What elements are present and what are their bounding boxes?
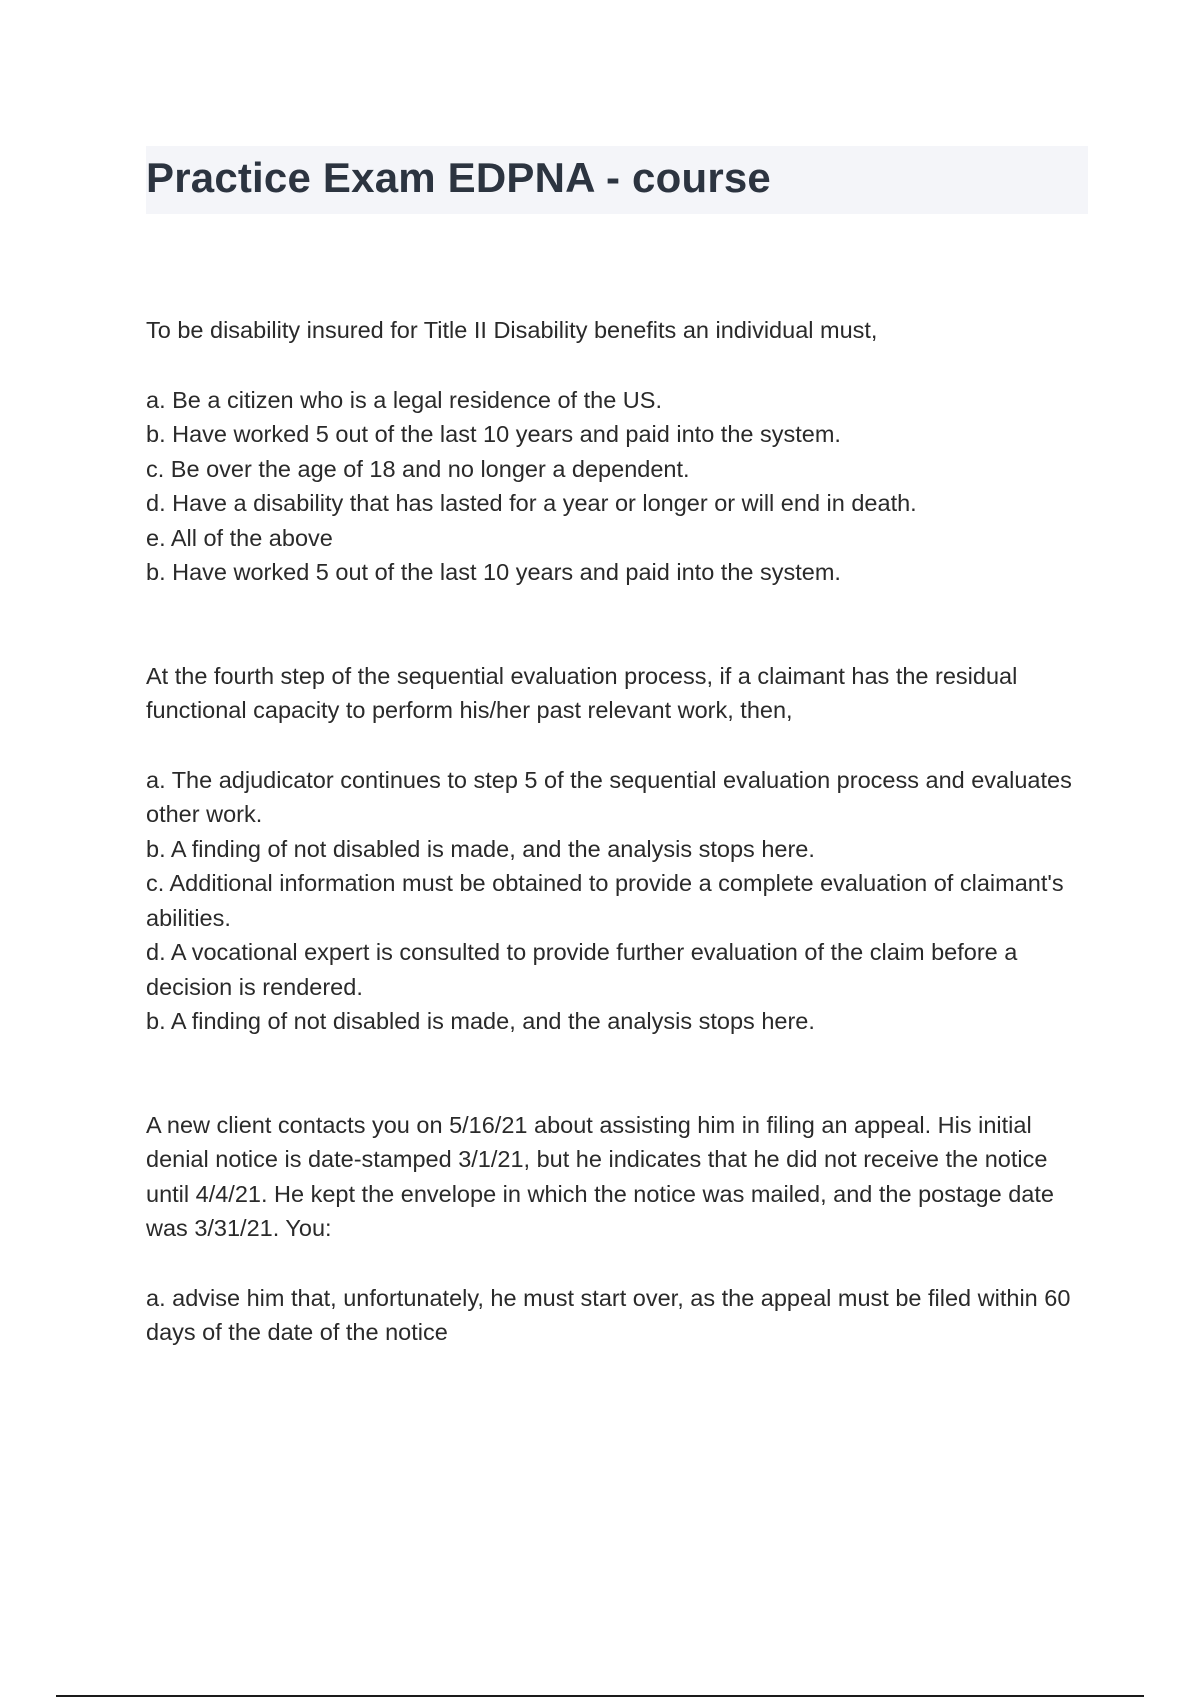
answer-option: a. advise him that, unfortunately, he must start over, as the appeal must be filed within 60 days of the date of the notice bbox=[146, 1284, 1071, 1345]
answer-options bbox=[146, 763, 1086, 1039]
question-stem: To be disability insured for Title II Disability benefits an individual must, bbox=[146, 317, 878, 343]
question-2 bbox=[146, 659, 1086, 1039]
answer-option: d. A vocational expert is consulted to provide further evaluation of the claim before a decision is rendered. bbox=[146, 939, 1018, 1000]
answer-option: d. Have a disability that has lasted for a year or longer or will end in death. bbox=[146, 490, 917, 516]
answer-option: a. Be a citizen who is a legal residence of the US. bbox=[146, 386, 662, 413]
page-bottom-rule bbox=[56, 1695, 1144, 1697]
correct-answer: b. A finding of not disabled is made, and the analysis stops here. bbox=[146, 1008, 815, 1034]
correct-answer: b. Have worked 5 out of the last 10 years and paid into the system. bbox=[146, 559, 841, 585]
answer-option: e. All of the above bbox=[146, 524, 333, 551]
question-1 bbox=[146, 313, 1086, 590]
answer-options bbox=[146, 383, 1086, 590]
answer-options bbox=[146, 1281, 1086, 1350]
answer-option: b. Have worked 5 out of the last 10 years and paid into the system. bbox=[146, 421, 841, 447]
answer-option: c. Additional information must be obtained to provide a complete evaluation of claimant's abilities. bbox=[146, 870, 1064, 931]
question-stem: A new client contacts you on 5/16/21 about assisting him in filing an appeal. His initial denial notice is date-stamped 3/1/21, but he indicates that he did not receive the notice until 4/4/21. He kept the envelope in which the notice was mailed, and the postage date was 3/31/21. You: bbox=[146, 1111, 1054, 1241]
document-title: Practice Exam EDPNA - course bbox=[146, 154, 771, 201]
document-body bbox=[146, 313, 1086, 1350]
answer-option: a. The adjudicator continues to step 5 of the sequential evaluation process and evaluates other work. bbox=[146, 766, 1072, 827]
answer-option: b. A finding of not disabled is made, and the analysis stops here. bbox=[146, 835, 815, 862]
answer-option: c. Be over the age of 18 and no longer a dependent. bbox=[146, 455, 690, 482]
question-3 bbox=[146, 1108, 1086, 1350]
question-stem: At the fourth step of the sequential evaluation process, if a claimant has the residual functional capacity to perform his/her past relevant work, then, bbox=[146, 662, 1018, 723]
